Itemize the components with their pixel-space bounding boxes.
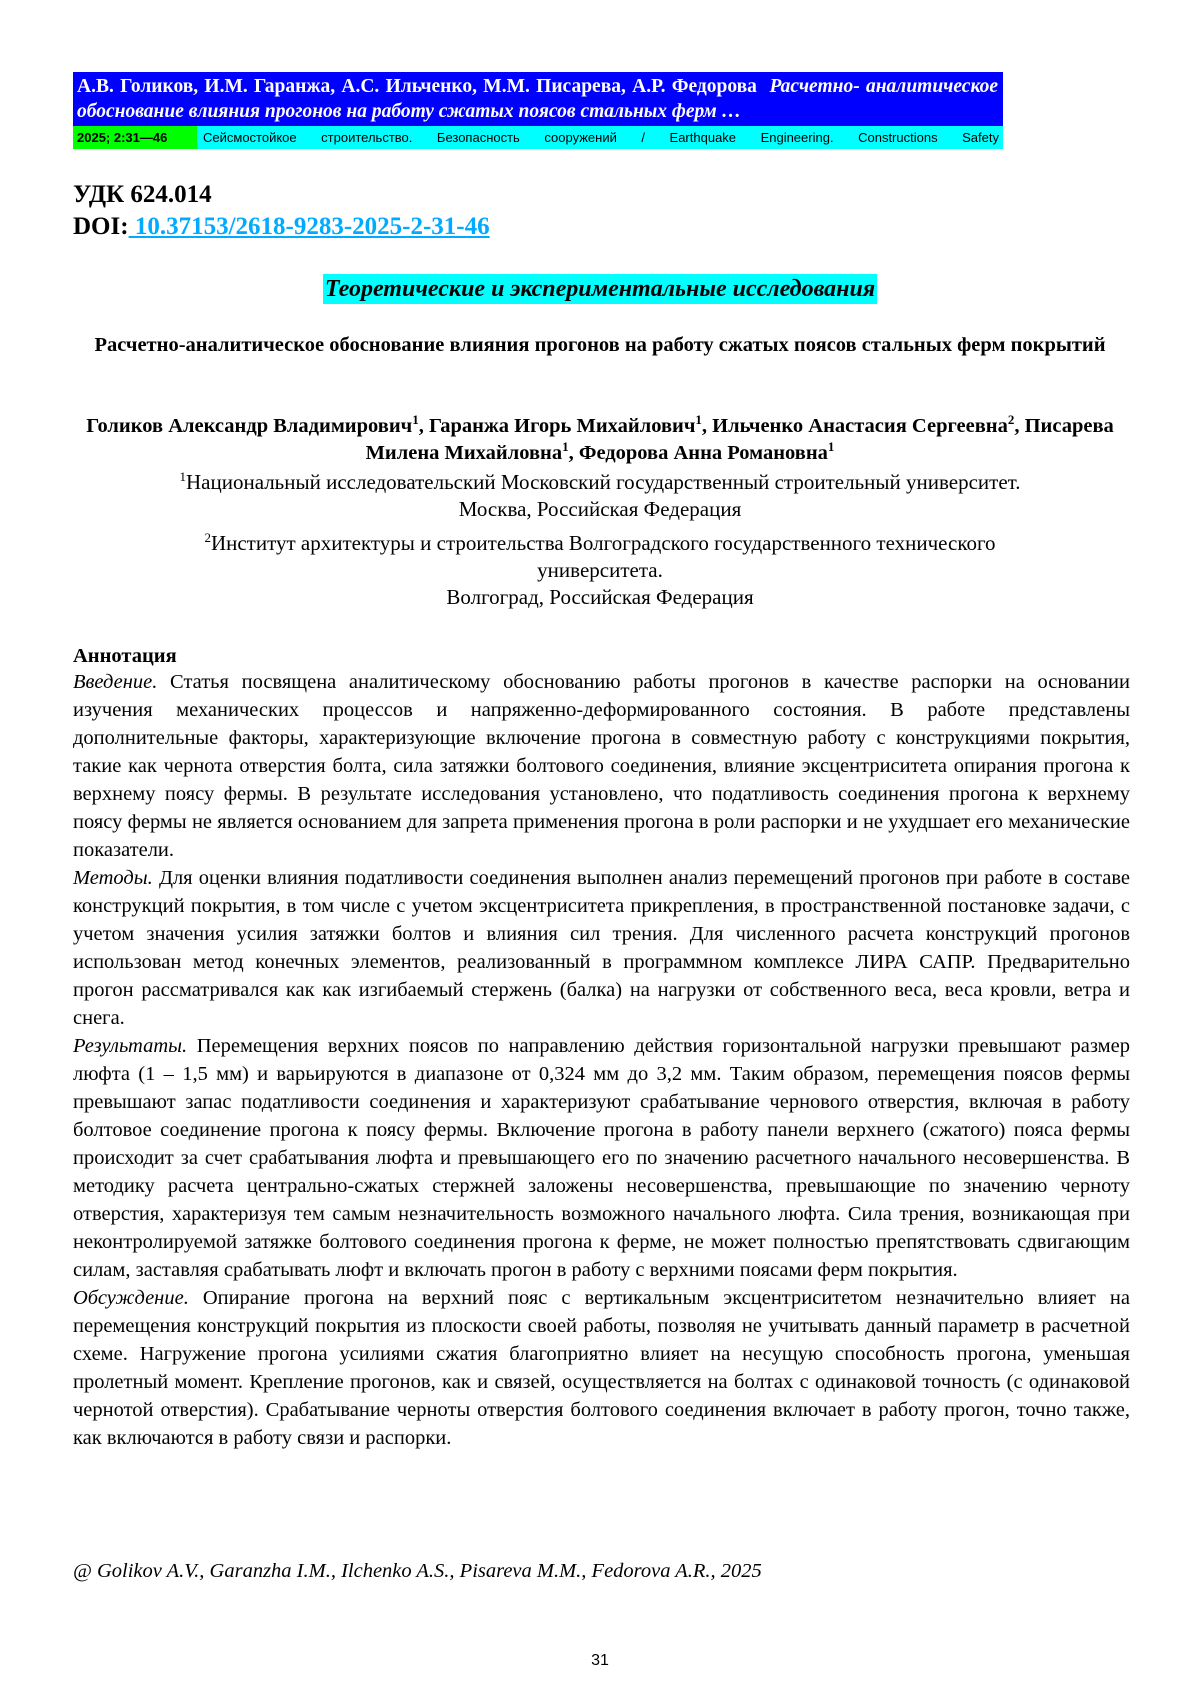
- journal-word: Safety: [962, 126, 999, 149]
- author-affiliation-mark: 1: [695, 412, 702, 427]
- author-name: Писарева Милена Михайловна: [366, 415, 1114, 464]
- header-journal-name: [197, 126, 1003, 149]
- copyright-line: @ Golikov A.V., Garanzha I.M., Ilchenko A.S., Pisareva M.M., Fedorova A.R., 2025: [73, 1557, 762, 1585]
- journal-word: Сейсмостойкое: [203, 126, 297, 149]
- affiliation-1-line1: [80, 469, 1120, 496]
- affiliation-mark: 2: [204, 530, 211, 545]
- author-affiliation-mark: 1: [412, 412, 419, 427]
- header-journal-line: [73, 126, 1003, 149]
- author-name: Федорова Анна Романовна: [579, 442, 828, 464]
- author-separator: ,: [419, 415, 429, 437]
- doi-label: DOI:: [73, 213, 129, 240]
- author-name: Гаранжа Игорь Михайлович: [429, 415, 695, 437]
- journal-word: Earthquake: [670, 126, 737, 149]
- author-name: Ильченко Анастасия Сергеевна: [712, 415, 1008, 437]
- annotation-heading: Аннотация: [73, 643, 177, 670]
- author-list: [80, 413, 1120, 467]
- article-page: [0, 0, 1200, 1697]
- discussion-text: Опирание прогона на верхний пояс с вертикальным эксцентриситетом незначительно влияет на перемещения конструкций покрытия из плоскости своей работы, позволяя не учитывать данный параметр в расчетной схеме. Нагружение прогона усилиями сжатия благоприятно влияет на несущую способность прогона, уменьшая пролетный момент. Крепление прогонов, как и связей, осуществляется на болтах с одинаковой точность (с одинаковой чернотой отверстия). Срабатывание черноты отверстия болтового соединения включает в работу прогон, точно также, как включаются в работу связи и распорки.: [73, 1287, 1130, 1449]
- introduction-lead: Введение.: [73, 671, 157, 693]
- introduction-text: Статья посвящена аналитическому обоснованию работы прогонов в качестве распорки на основании изучения механических процессов и напряженно-деформированного состояния. В работе представлены дополнительные факторы, характеризующие включение прогона в совместную работу с конструкциями покрытия, такие как чернота отверстия болта, сила затяжки болтового соединения, влияние эксцентриситета опирания прогона к верхнему поясу фермы. В результате исследования установлено, что податливость соединения прогона к верхнему поясу фермы не является основанием для запрета применения прогона в роли распорки и не ухудшает его механические показатели.: [73, 671, 1130, 861]
- affiliation-1-line2: Москва, Российская Федерация: [80, 496, 1120, 523]
- affiliation-1-name: Национальный исследовательский Московский государственный строительный университет.: [186, 470, 1020, 494]
- author-separator: ,: [702, 415, 712, 437]
- author-affiliation-mark: 2: [1008, 412, 1015, 427]
- section-label: Теоретические и экспериментальные исследования: [323, 274, 877, 304]
- page-number: 31: [0, 1652, 1200, 1670]
- journal-word: Engineering.: [761, 126, 834, 149]
- results-lead: Результаты.: [73, 1035, 187, 1057]
- affiliation-2: [80, 530, 1120, 611]
- header-issue: 2025; 2:31—46: [73, 126, 197, 149]
- header-title-part2: аналитическое обоснование влияния прогонов на работу сжатых поясов стальных ферм …: [77, 76, 998, 122]
- author-affiliation-mark: 1: [828, 439, 835, 454]
- affiliation-2-line1: [80, 530, 1120, 557]
- header-title-part1: Расчетно-: [770, 76, 860, 97]
- abstract-discussion: [73, 1284, 1130, 1452]
- author-name: Голиков Александр Владимирович: [86, 415, 412, 437]
- affiliation-2-line2: университета.: [80, 557, 1120, 584]
- journal-word: /: [641, 126, 645, 149]
- results-text: Перемещения верхних поясов по направлению действия горизонтальной нагрузки превышают размер люфта (1 – 1,5 мм) и варьируются в диапазоне от 0,324 мм до 3,2 мм. Таким образом, перемещения поясов фермы превышают запас податливости соединения и характеризуют срабатывание чернового отверстия, включая в работу болтовое соединение прогона к поясу фермы. Включение прогона в работу панели верхнего (сжатого) пояса фермы происходит за счет срабатывания люфта и превышающего его по значению расчетного начального несовершенства. В методику расчета центрально-сжатых стержней заложены несовершенства, превышающие по значению черноту отверстия, характеризуя тем самым незначительность возможного начального люфта. Сила трения, возникающая при неконтролируемой затяжке болтового соединения прогона к ферме, не может полностью препятствовать сдвигающим силам, заставляя срабатывать люфт и включать прогон в работу с верхними поясами ферм покрытия.: [73, 1035, 1130, 1281]
- affiliation-2-name: Институт архитектуры и строительства Волгоградского государственного технического: [211, 531, 996, 555]
- journal-header-banner: [73, 72, 1003, 149]
- abstract-body: [73, 668, 1130, 1452]
- section-heading: [0, 273, 1200, 305]
- author-separator: ,: [569, 442, 579, 464]
- header-authors: А.В. Голиков, И.М. Гаранжа, А.С. Ильченко, М.М. Писарева, А.Р. Федорова: [77, 76, 757, 97]
- journal-word: Constructions: [858, 126, 937, 149]
- affiliation-1: [80, 469, 1120, 523]
- abstract-introduction: [73, 668, 1130, 864]
- affiliation-mark: 1: [180, 469, 187, 484]
- journal-word: строительство.: [321, 126, 412, 149]
- methods-lead: Методы.: [73, 867, 153, 889]
- methods-text: Для оценки влияния податливости соединения выполнен анализ перемещений прогонов при работе в составе конструкций покрытия, в том числе с учетом эксцентриситета прикрепления, в пространственной постановке задачи, с учетом значения усилия затяжки болтов и влияния сил трения. Для численного расчета конструкций прогонов использован метод конечных элементов, реализованный в программном комплексе ЛИРА САПР. Предварительно прогон рассматривался как как изгибаемый стержень (балка) на нагрузки от собственного веса, веса кровли, ветра и снега.: [73, 867, 1130, 1029]
- author-separator: ,: [1014, 415, 1024, 437]
- journal-word: сооружений: [544, 126, 616, 149]
- doi-link[interactable]: 10.37153/2618-9283-2025-2-31-46: [129, 213, 490, 240]
- abstract-methods: [73, 864, 1130, 1032]
- udk-code: УДК 624.014: [73, 180, 212, 210]
- abstract-results: [73, 1032, 1130, 1284]
- article-title: Расчетно-аналитическое обоснование влияния прогонов на работу сжатых поясов стальных ферм покрытий: [80, 332, 1120, 359]
- header-citation: [73, 72, 1003, 126]
- affiliation-2-line3: Волгоград, Российская Федерация: [80, 584, 1120, 611]
- doi-line: [73, 212, 490, 242]
- discussion-lead: Обсуждение.: [73, 1287, 189, 1309]
- author-affiliation-mark: 1: [562, 439, 569, 454]
- journal-word: Безопасность: [437, 126, 520, 149]
